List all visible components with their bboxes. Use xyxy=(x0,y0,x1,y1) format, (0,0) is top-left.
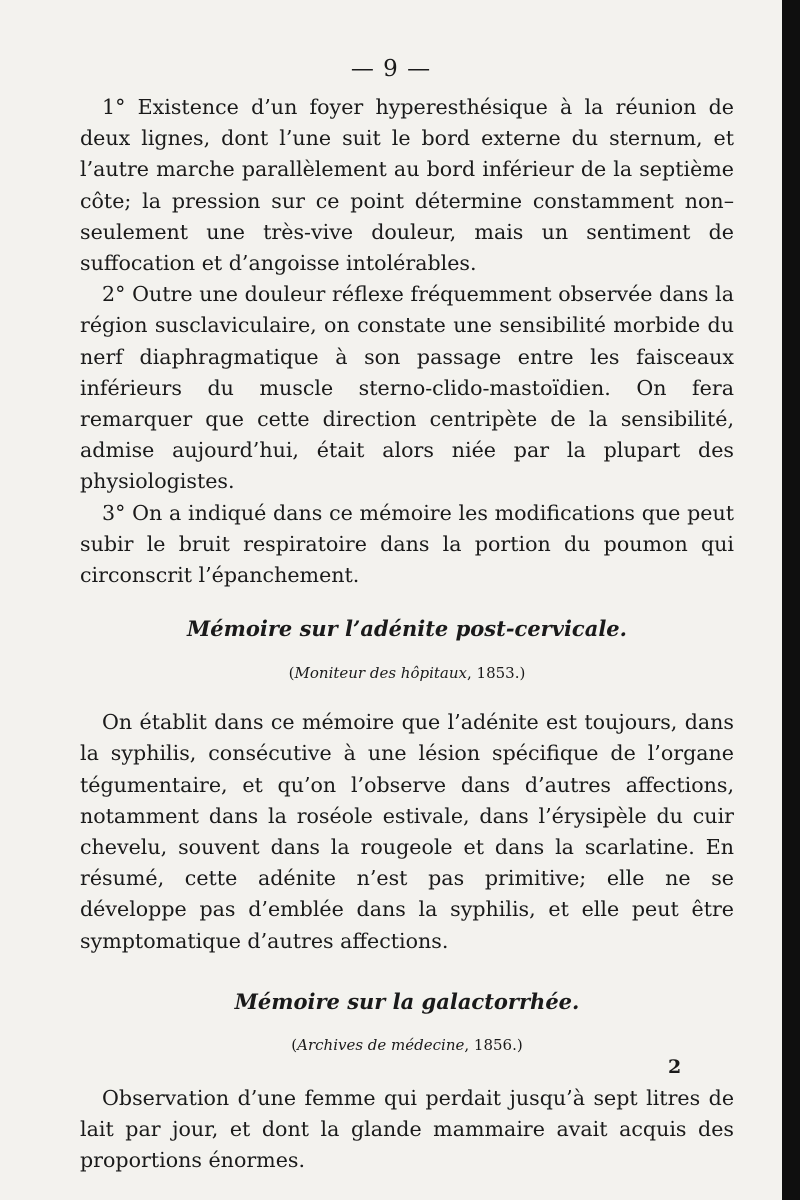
source-journal-galactorrhee: Archives de médecine xyxy=(297,1035,465,1054)
paragraph-point-1: 1° Existence d’un foyer hyperesthésique à la réunion de deux lignes, dont l’une suit le bord externe du sternum, et l’autre marche parallèlement au bord inférieur de la septième côte; la pression sur ce point détermine constamment non–seulement une très-vive douleur, mais un sentiment de suffocation et d’angoisse intolérables. xyxy=(80,95,734,276)
section-title-galactorrhee: Mémoire sur la galactorrhée. xyxy=(234,988,580,1014)
section-title-adenite: Mémoire sur l’adénite post-cervicale. xyxy=(187,616,627,642)
paragraph-point-2: 2° Outre une douleur réflexe fréquemment observée dans la région susclaviculaire, on constate une sensibilité morbide du nerf diaphragmatique à son passage entre les faisceaux inférieurs du muscle sterno-clido-mastoïdien. On fera remarquer que cette direction centripète de la sensibilité, admise aujourd’hui, était alors niée par la plupart des physiologistes. xyxy=(80,282,734,494)
paragraph-adenite: On établit dans ce mémoire que l’adénite est toujours, dans la syphilis, consécutive à une lésion spécifique de l’organe tégumentaire, et qu’on l’observe dans d’autres affections, notamment dans la roséole estivale, dans l’érysipèle du cuir chevelu, souvent dans la rougeole et dans la scarlatine. En résumé, cette adénite n’est pas primitive; elle ne se développe pas d’emblée dans la syphilis, et elle peut être symptomatique d’autres affections. xyxy=(80,710,734,953)
source-year-adenite: , 1853. xyxy=(467,664,520,683)
source-citation-adenite: (Moniteur des hôpitaux, 1853.) xyxy=(288,664,526,683)
source-journal-adenite: Moniteur des hôpitaux xyxy=(294,664,467,683)
signature-mark: 2 xyxy=(668,1056,682,1078)
source-year-galactorrhee: , 1856. xyxy=(464,1035,517,1054)
page-number: — 9 — xyxy=(350,56,432,82)
paragraph-galactorrhee: Observation d’une femme qui perdait jusqu’à sept litres de lait par jour, et dont la glande mammaire avait acquis des proportions énormes. xyxy=(80,1085,734,1173)
paragraph-point-3: 3° On a indiqué dans ce mémoire les modifications que peut subir le bruit respiratoire dans la portion du poumon qui circonscrit l’épanchement. xyxy=(80,500,734,588)
page-body xyxy=(80,92,734,1176)
source-citation-galactorrhee: (Archives de médecine, 1856.) xyxy=(291,1035,523,1054)
